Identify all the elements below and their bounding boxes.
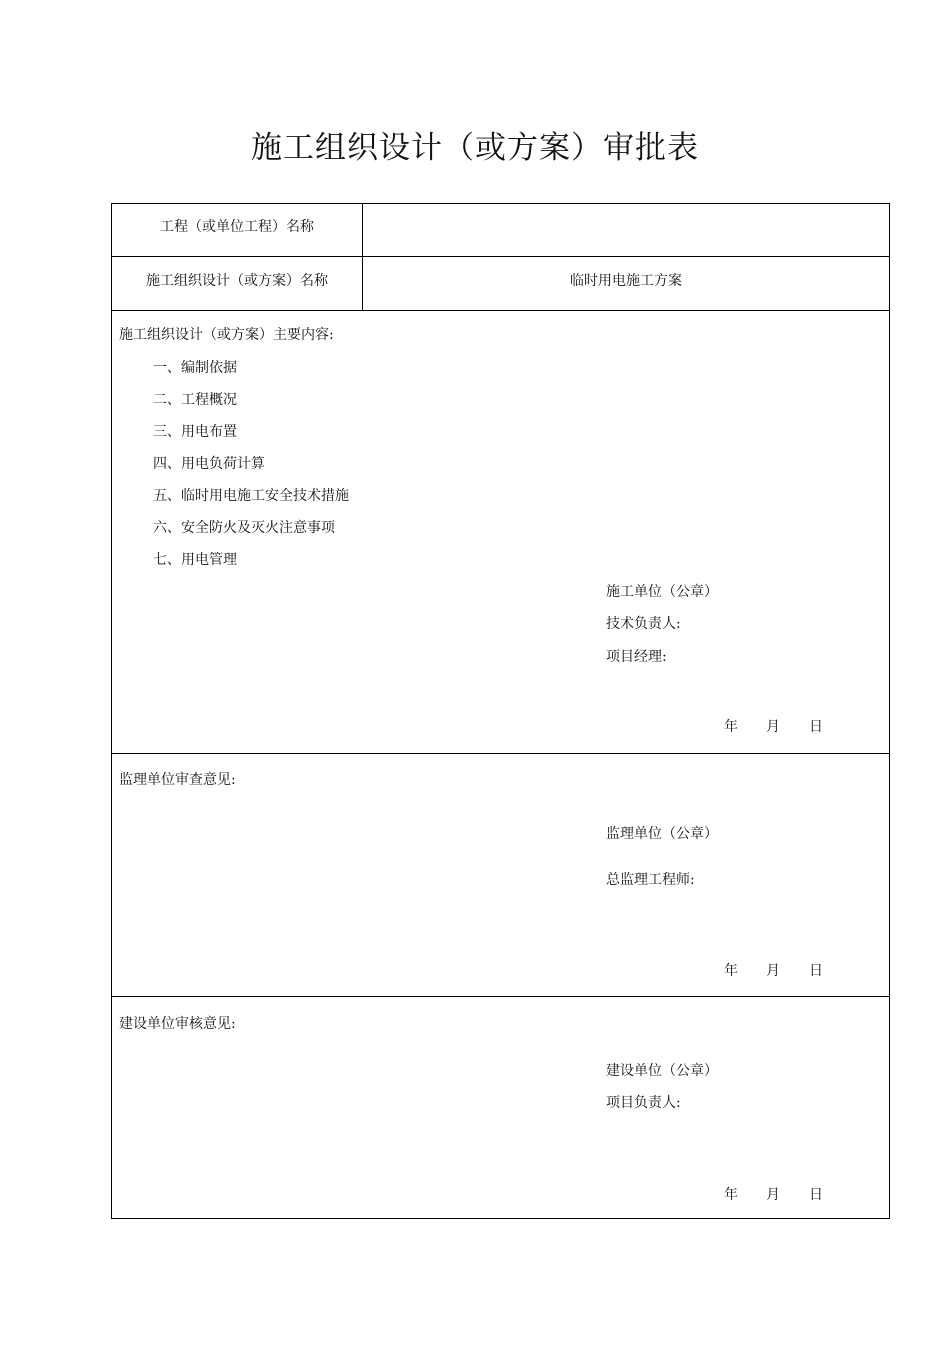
tech-lead-label: 技术负责人:: [606, 616, 681, 632]
row-divider-2: [112, 310, 889, 311]
supervision-unit-seal-label: 监理单位（公章）: [606, 826, 718, 842]
date-month-label: 月: [766, 719, 780, 735]
row-divider-4: [112, 996, 889, 997]
date-year-label: 年: [724, 719, 738, 735]
date-day-label: 日: [809, 963, 823, 979]
content-item: 七、用电管理: [153, 552, 237, 568]
page-title: 施工组织设计（或方案）审批表: [251, 130, 699, 166]
chief-engineer-label: 总监理工程师:: [606, 872, 695, 888]
design-name-label: 施工组织设计（或方案）名称: [146, 273, 328, 289]
row-divider-1: [112, 256, 889, 257]
date-day-label: 日: [809, 719, 823, 735]
date-year-label: 年: [724, 1187, 738, 1203]
project-lead-label: 项目负责人:: [606, 1095, 681, 1111]
row-divider-3: [112, 753, 889, 754]
project-name-label: 工程（或单位工程）名称: [160, 219, 314, 235]
content-item: 五、临时用电施工安全技术措施: [153, 488, 349, 504]
date-day-label: 日: [809, 1187, 823, 1203]
owner-review-heading: 建设单位审核意见:: [119, 1016, 236, 1032]
content-item: 二、工程概况: [153, 392, 237, 408]
construction-unit-seal-label: 施工单位（公章）: [606, 584, 718, 600]
approval-form-table: [111, 203, 890, 1219]
owner-unit-seal-label: 建设单位（公章）: [606, 1063, 718, 1079]
content-item: 一、编制依据: [153, 360, 237, 376]
date-month-label: 月: [766, 963, 780, 979]
content-item: 六、安全防火及灭火注意事项: [153, 520, 335, 536]
date-year-label: 年: [724, 963, 738, 979]
project-manager-label: 项目经理:: [606, 649, 667, 665]
contents-heading: 施工组织设计（或方案）主要内容:: [119, 327, 334, 343]
design-name-value[interactable]: 临时用电施工方案: [570, 273, 682, 289]
date-month-label: 月: [766, 1187, 780, 1203]
content-item: 四、用电负荷计算: [153, 456, 265, 472]
column-divider: [362, 204, 363, 310]
content-item: 三、用电布置: [153, 424, 237, 440]
supervision-heading: 监理单位审查意见:: [119, 772, 236, 788]
